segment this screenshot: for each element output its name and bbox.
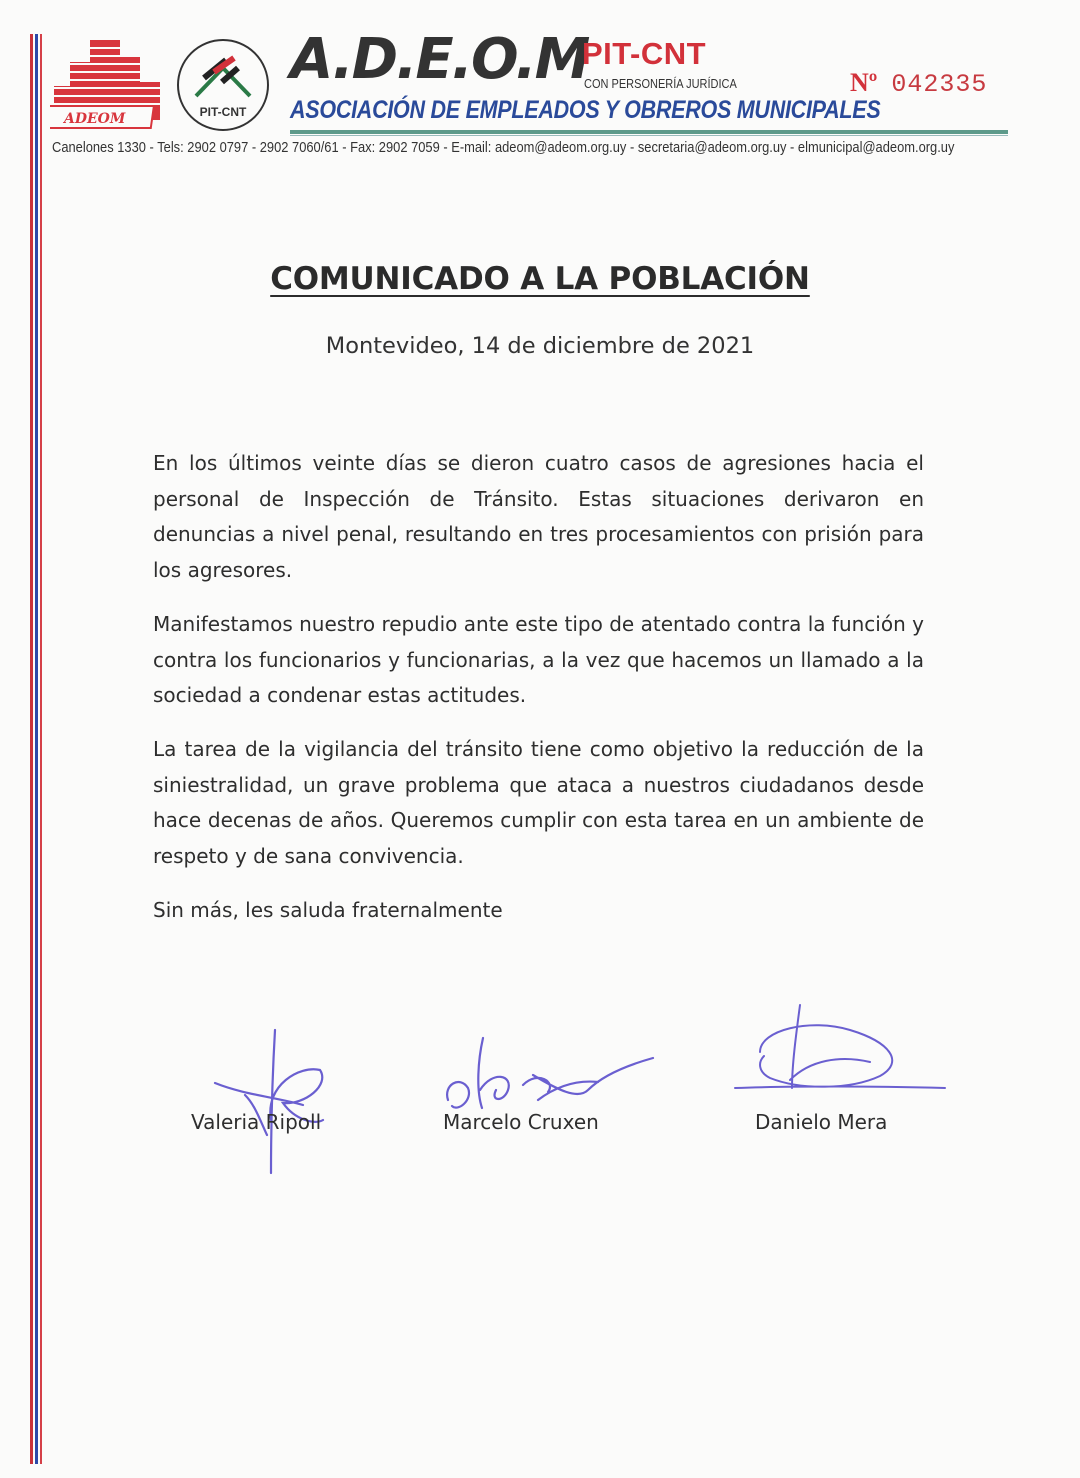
document-title (0, 261, 1080, 297)
header-rule (290, 130, 1008, 134)
signatory-name: Marcelo Cruxen (443, 1110, 599, 1134)
paragraph: Manifestamos nuestro repudio ante este tipo de atentado contra la función y contra los funcionarios y funcionarias, a la vez que hacemos un llamado a la sociedad a condenar estas actitudes. (153, 611, 924, 708)
contact-line: Canelones 1330 - Tels: 2902 0797 - 2902 7060/61 - Fax: 2902 7059 - E-mail: adeom@adeom.org.uy - secretaria@adeom.org.uy - elmunicipal@adeom.org.uy (52, 139, 955, 156)
document-title-text: COMUNICADO A LA POBLACIÓN (270, 261, 810, 297)
adeom-building-logo (50, 34, 166, 130)
document-number (850, 68, 987, 99)
signatory-name: Valeria Ripoll (191, 1110, 322, 1134)
letterhead (0, 0, 1080, 170)
signature-marcelo-cruxen (438, 1030, 658, 1120)
legal-status: CON PERSONERÍA JURÍDICA (584, 77, 737, 91)
signature-valeria-ripoll (205, 1025, 345, 1180)
left-border-red-stripe-2 (40, 34, 42, 1464)
left-border-red-stripe (30, 34, 33, 1464)
federation-title: PIT-CNT (582, 36, 707, 71)
pit-cnt-circle-logo (174, 38, 272, 132)
signatory-name: Danielo Mera (755, 1110, 888, 1134)
signature-danielo-mera (730, 1000, 950, 1100)
closing-line: Sin más, les saluda fraternalmente (153, 897, 503, 922)
paragraph: La tarea de la vigilancia del tránsito tiene como objetivo la reducción de la siniestralidad, un grave problema que ataca a nuestros ciudadanos desde hace decenas de años. Queremos cumplir con esta tarea en un ambiente de respeto y de sana convivencia. (153, 736, 924, 869)
header-rule-thin (290, 135, 1008, 136)
left-border-blue-stripe (35, 34, 38, 1464)
pit-cnt-logo-text: PIT-CNT (199, 105, 247, 119)
document-date: Montevideo, 14 de diciembre de 2021 (325, 333, 755, 359)
document-body (153, 446, 924, 946)
adeom-logo-text: ADEOM (64, 111, 126, 127)
brand-title: A.D.E.O.M (290, 27, 589, 92)
number-label: Nº (850, 68, 878, 97)
paragraph: En los últimos veinte días se dieron cuatro casos de agresiones hacia el personal de Inspección de Tránsito. Estas situaciones derivaron en denuncias a nivel penal, resultando en tres procesamientos con prisión para los agresores. (153, 451, 924, 583)
number-value: 042335 (891, 70, 988, 99)
association-name: ASOCIACIÓN DE EMPLEADOS Y OBREROS MUNICIPALES (290, 96, 881, 124)
